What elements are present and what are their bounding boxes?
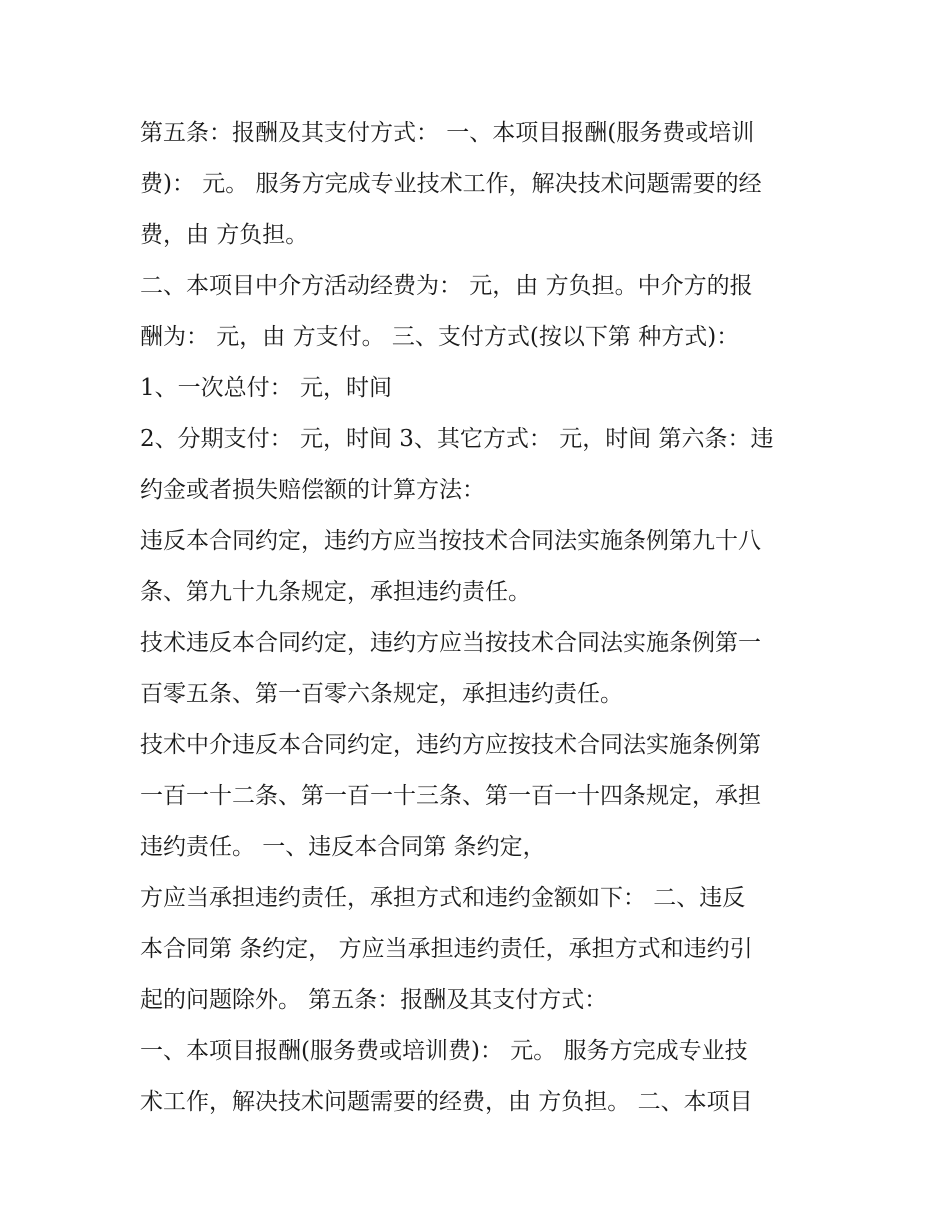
text-line: 技术违反本合同约定，违约方应当按技术合同法实施条例第一 <box>140 630 761 656</box>
text-line: 第五条：报酬及其支付方式： 一、本项目报酬(服务费或培训 <box>140 120 755 146</box>
text-line: 技术中介违反本合同约定，违约方应按技术合同法实施条例第 <box>140 732 761 758</box>
text-line: 违反本合同约定，违约方应当按技术合同法实施条例第九十八 <box>140 528 761 554</box>
text-line: 费，由 方负担。 <box>140 222 309 248</box>
text-line: 起的问题除外。 第五条：报酬及其支付方式： <box>140 987 608 1013</box>
text-line: 本合同第 条约定， 方应当承担违约责任，承担方式和违约引 <box>140 936 753 962</box>
text-line: 费)： 元。 服务方完成专业技术工作，解决技术问题需要的经 <box>140 171 762 197</box>
text-line: 约金或者损失赔偿额的计算方法： <box>140 477 485 503</box>
text-line: 二、本项目中介方活动经费为： 元，由 方负担。中介方的报 <box>140 273 753 299</box>
text-line: 2、分期支付： 元，时间 3、其它方式： 元，时间 第六条：违 <box>140 426 774 452</box>
text-line: 1、一次总付： 元，时间 <box>140 375 392 401</box>
text-line: 术工作，解决技术问题需要的经费，由 方负担。 二、本项目 <box>140 1089 753 1115</box>
text-line: 一、本项目报酬(服务费或培训费)： 元。 服务方完成专业技 <box>140 1038 748 1064</box>
text-line: 百零五条、第一百零六条规定，承担违约责任。 <box>140 681 623 707</box>
text-line: 条、第九十九条规定，承担违约责任。 <box>140 579 531 605</box>
contract-text <box>140 108 820 1128</box>
text-line: 违约责任。 一、违反本合同第 条约定， <box>140 834 546 860</box>
text-line: 酬为： 元，由 方支付。 三、支付方式(按以下第 种方式)： <box>140 324 740 350</box>
text-line: 一百一十二条、第一百一十三条、第一百一十四条规定，承担 <box>140 783 761 809</box>
text-line: 方应当承担违约责任，承担方式和违约金额如下： 二、违反 <box>140 885 746 911</box>
